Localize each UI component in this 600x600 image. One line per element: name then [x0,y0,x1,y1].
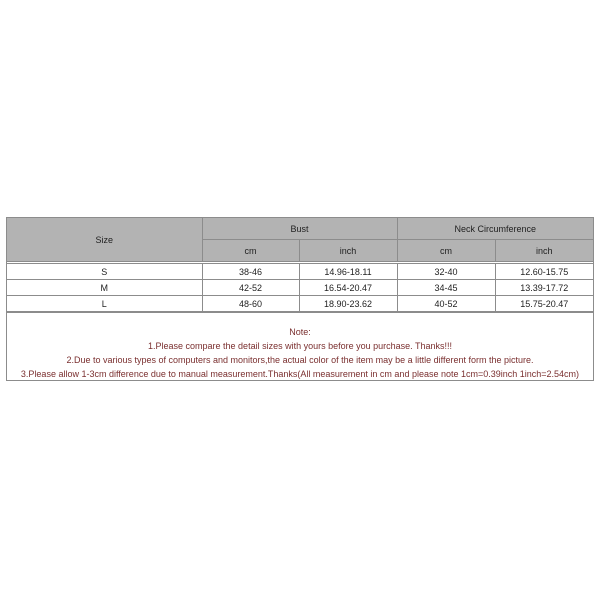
size-cell: M [7,280,202,296]
neck-inch-cell: 12.60-15.75 [495,264,593,280]
bust-header: Bust [202,218,397,240]
bust-inch-cell: 18.90-23.62 [299,296,397,312]
table-row [7,264,593,280]
size-cell: L [7,296,202,312]
note-line-2: 2.Due to various types of computers and monitors,the actual color of the item may be a little different form the picture. [66,355,534,365]
neck-inch-cell: 15.75-20.47 [495,296,593,312]
bust-inch-header: inch [299,240,397,262]
neck-inch-header: inch [495,240,593,262]
neck-cm-header: cm [397,240,495,262]
neck-cm-cell: 40-52 [397,296,495,312]
notes-section [7,312,593,380]
note-title: Note: [289,327,311,337]
bust-cm-cell: 42-52 [202,280,299,296]
size-chart [6,217,594,381]
header-row-primary [7,218,593,240]
bust-inch-cell: 16.54-20.47 [299,280,397,296]
bust-inch-cell: 14.96-18.11 [299,264,397,280]
neck-circumference-header: Neck Circumference [397,218,593,240]
bust-cm-cell: 48-60 [202,296,299,312]
neck-inch-cell: 13.39-17.72 [495,280,593,296]
size-table [7,218,593,312]
neck-cm-cell: 32-40 [397,264,495,280]
bust-cm-cell: 38-46 [202,264,299,280]
size-header: Size [7,218,202,262]
bust-cm-header: cm [202,240,299,262]
table-row [7,296,593,312]
neck-cm-cell: 34-45 [397,280,495,296]
table-row [7,280,593,296]
note-line-3: 3.Please allow 1-3cm difference due to manual measurement.Thanks(All measurement in cm and please note 1cm=0.39inch 1inch=2.54cm) [20,369,580,379]
note-line-1: 1.Please compare the detail sizes with yours before you purchase. Thanks!!! [148,341,452,351]
size-cell: S [7,264,202,280]
